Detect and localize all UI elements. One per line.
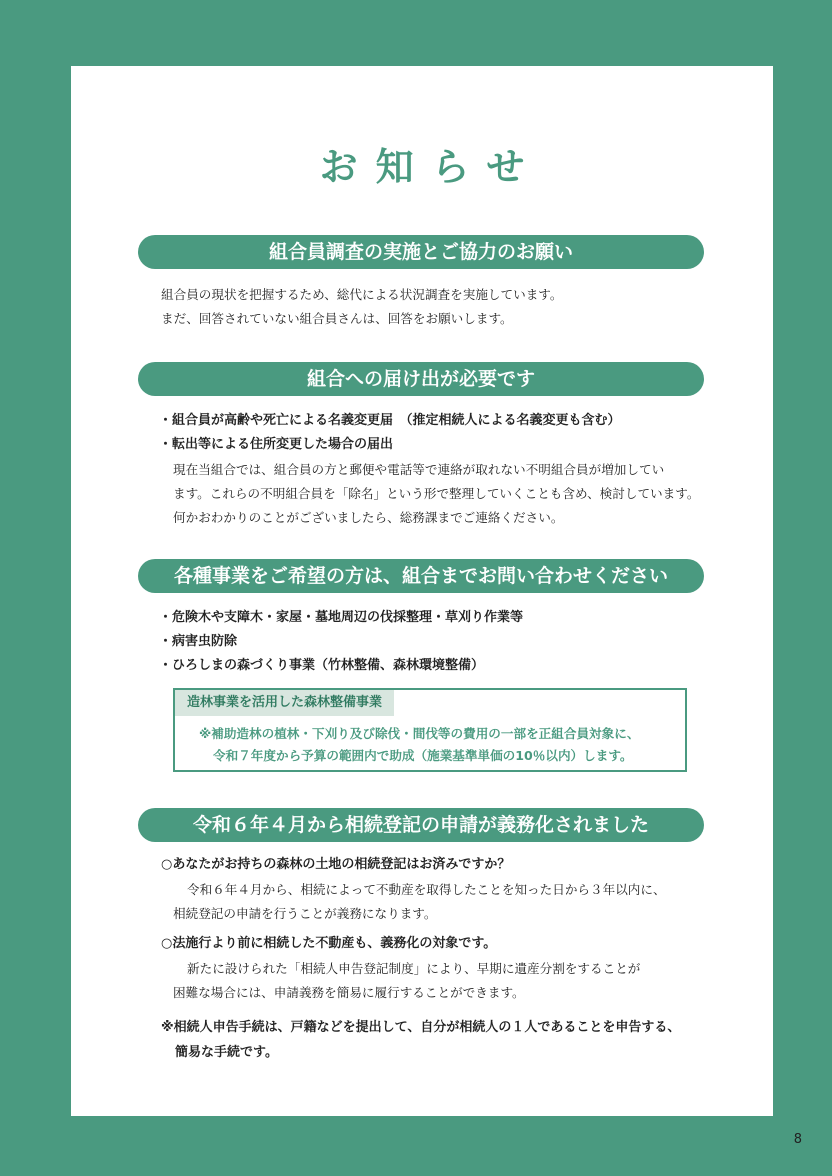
inheritance-q1-line-1: 令和６年４月から、相続によって不動産を取得したことを知った日から３年以内に、 — [187, 882, 666, 897]
notification-line-2: ます。これらの不明組合員を「除名」という形で整理していくことも含め、検討しています。 — [173, 486, 700, 501]
page-title: お知らせ — [319, 145, 543, 189]
afforestation-box-text — [199, 723, 639, 767]
section-heading-notification: 組合への届け出が必要です — [138, 362, 704, 396]
notification-line-1: 現在当組合では、組合員の方と郵便や電話等で連絡が取れない不明組合員が増加してい — [173, 462, 665, 477]
afforestation-line-2: 令和７年度から予算の範囲内で助成（施業基準単価の10％以内）します。 — [213, 748, 633, 763]
services-bullet-1: ・危険木や支障木・家屋・墓地周辺の伐採整理・草刈り作業等 — [159, 610, 524, 625]
inheritance-note-1: ※相続人申告手続は、戸籍などを提出して、自分が相続人の１人であることを申告する、 — [161, 1020, 681, 1035]
inheritance-q2-line-2: 困難な場合には、申請義務を簡易に履行することができます。 — [173, 985, 525, 1000]
page-number: 8 — [793, 1132, 802, 1147]
afforestation-box — [173, 688, 687, 772]
inheritance-question-2: ○法施行より前に相続した不動産も、義務化の対象です。 — [161, 936, 497, 951]
survey-line-1: 組合員の現状を把握するため、総代による状況調査を実施しています。 — [161, 287, 563, 302]
section-heading-services: 各種事業をご希望の方は、組合までお問い合わせください — [138, 559, 704, 593]
notice-card — [71, 66, 773, 1116]
services-bullet-3: ・ひろしまの森づくり事業（竹林整備、森林環境整備） — [159, 658, 485, 673]
notification-line-3: 何かおわかりのことがございましたら、総務課までご連絡ください。 — [173, 510, 564, 525]
inheritance-question-1: ○あなたがお持ちの森林の土地の相続登記はお済みですか？ — [161, 857, 511, 872]
afforestation-box-label: 造林事業を活用した森林整備事業 — [175, 690, 394, 716]
notification-bullet-1: ・組合員が高齢や死亡による名義変更届 （推定相続人による名義変更も含む） — [159, 413, 621, 428]
services-bullet-2: ・病害虫防除 — [159, 634, 238, 649]
inheritance-q2-line-1: 新たに設けられた「相続人申告登記制度」により、早期に遺産分割をすることが — [187, 961, 641, 976]
section-heading-survey: 組合員調査の実施とご協力のお願い — [138, 235, 704, 269]
inheritance-q1-line-2: 相続登記の申請を行うことが義務になります。 — [173, 906, 437, 921]
inheritance-note-2: 簡易な手続です。 — [175, 1045, 278, 1060]
afforestation-line-1: ※補助造林の植林・下刈り及び除伐・間伐等の費用の一部を正組合員対象に、 — [199, 726, 640, 741]
notification-bullet-2: ・転出等による住所変更した場合の届出 — [159, 437, 394, 452]
survey-line-2: まだ、回答されていない組合員さんは、回答をお願いします。 — [161, 311, 513, 326]
section-heading-inheritance: 令和６年４月から相続登記の申請が義務化されました — [138, 808, 704, 842]
